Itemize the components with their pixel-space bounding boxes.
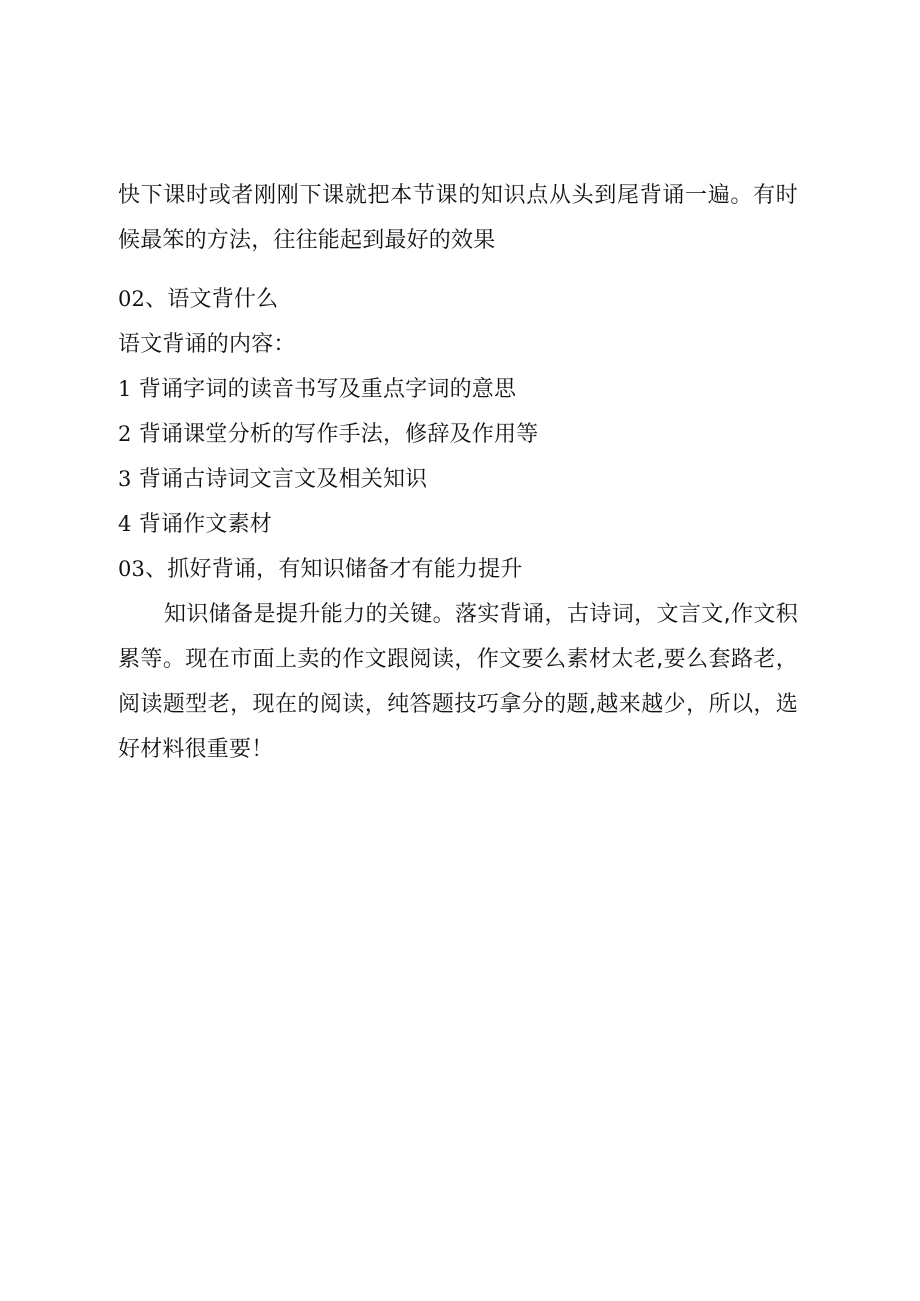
section-2-title: 、语文背什么 xyxy=(145,287,279,312)
list-item-text: 背诵作文素材 xyxy=(138,512,272,537)
list-item xyxy=(118,412,798,457)
list-item xyxy=(118,502,798,547)
section-2-subtitle: 语文背诵的内容： xyxy=(118,332,296,357)
section-3-body: 知识储备是提升能力的关键。落实背诵，古诗词，文言文,作文积累等。现在市面上卖的作文跟阅读，作文要么素材太老,要么套路老，阅读题型老，现在的阅读，纯答题技巧拿分的题,越来越少，所以，选好材料很重要！ xyxy=(118,602,798,762)
list-item-text: 背诵古诗词文言文及相关知识 xyxy=(138,467,428,492)
list-item-number: 2 xyxy=(118,422,132,446)
section-3-number: 03 xyxy=(118,557,146,581)
section-2 xyxy=(118,277,798,772)
list-item-text: 背诵课堂分析的写作手法，修辞及作用等 xyxy=(138,422,539,447)
section-2-heading xyxy=(118,277,798,322)
intro-block xyxy=(118,173,798,263)
section-2-number: 02 xyxy=(118,287,146,311)
section-3-heading xyxy=(118,547,798,592)
list-item-number: 1 xyxy=(118,377,132,401)
list-item xyxy=(118,367,798,412)
intro-paragraph: 快下课时或者刚刚下课就把本节课的知识点从头到尾背诵一遍。有时候最笨的方法，往往能起到最好的效果 xyxy=(118,183,798,253)
list-item xyxy=(118,457,798,502)
list-item-number: 4 xyxy=(118,512,132,536)
list-item-text: 背诵字词的读音书写及重点字词的意思 xyxy=(138,377,517,402)
section-3-title: 、抓好背诵，有知识储备才有能力提升 xyxy=(145,557,523,582)
list-item-number: 3 xyxy=(118,467,132,491)
